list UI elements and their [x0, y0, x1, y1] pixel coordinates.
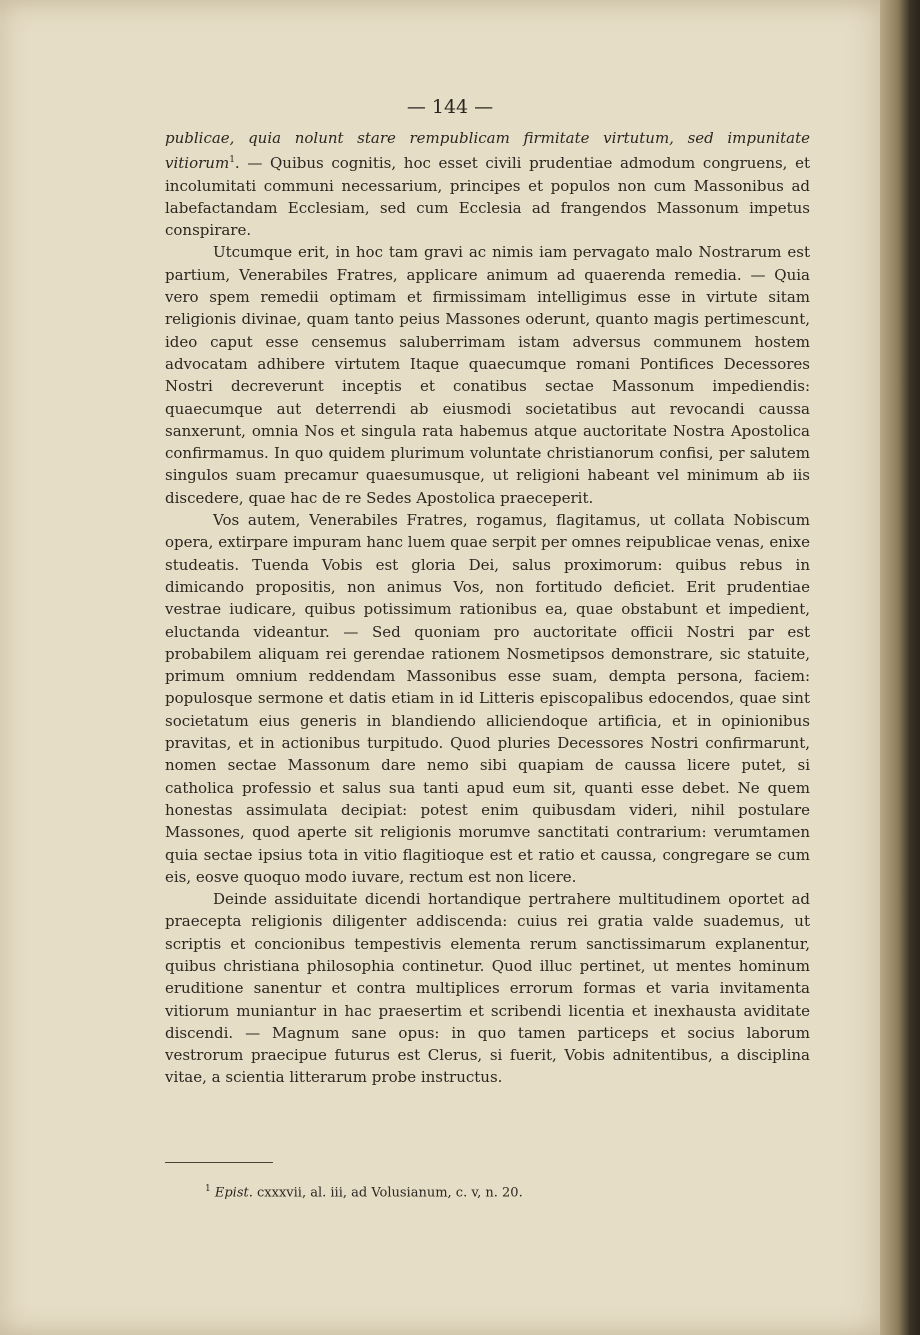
body-text — [165, 127, 810, 1089]
paragraph-3: Vos autem, Venerabiles Fratres, rogamus, flagitamus, ut collata Nobiscum opera, extirpare impuram hanc luem quae serpit per omnes reipublicae venas, enixe studeatis. Tuenda Vobis est gloria Dei, salus proximorum: quibus rebus in dimicando propositis, non animus Vos, non fortitudo deficiet. Erit prudentiae vestrae iudicare, quibus potissimum rationibus ea, quae obstabunt et impedient, eluctanda videantur. — Sed quoniam pro auctoritate officii Nostri par est probabilem aliquam rei gerendae rationem Nosmetipsos demonstrare, sic statuite, primum omnium reddendam Massonibus esse suam, dempta persona, faciem: populosque sermone et datis etiam in id Litteris episcopalibus edocendos, quae sint societatum eius generis in blandiendo alliciendoque artificia, et in opinionibus pravitas, et in actionibus turpitudo. Quod pluries Decessores Nostri confirmarunt, nomen sectae Massonum dare nemo sibi quapiam de caussa licere putet, si catholica professio et salus sua tanti apud eum sit, quanti esse debet. Ne quem honestas assimulata decipiat: potest enim quibusdam videri, nihil postulare Massones, quod aperte sit religionis morumve sanctitati contrarium: verumtamen quia sectae ipsius tota in vitio flagitioque est et ratio et caussa, congregare se cum eis, eosve quoquo modo iuvare, rectum est non licere. — [165, 511, 810, 886]
paragraph-4: Deinde assiduitate dicendi hortandique pertrahere multitudinem oportet ad praecepta religionis diligenter addiscenda: cuius rei gratia valde suademus, ut scriptis et concionibus tempestivis elementa rerum sanctissimarum explanentur, quibus christiana philosophia continetur. Quod illuc pertinet, ut mentes hominum eruditione sanentur et contra multiplices errorum formas et varia invitamenta vitiorum muniantur in hac praesertim et scribendi licentia et inexhausta aviditate discendi. — Magnum sane opus: in quo tamen particeps et socius laborum vestrorum praecipue futurus est Clerus, si fuerit, Vobis adnitentibus, a disciplina vitae, a scientia litterarum probe instructus. — [165, 890, 810, 1087]
paragraph-1 — [165, 127, 810, 241]
footnote — [205, 1184, 805, 1200]
paragraph-1-italic: publicae, quia nolunt stare rempublicam firmitate virtutum, sed impunitate vitiorum — [165, 129, 810, 173]
footnote-divider — [165, 1162, 273, 1163]
footnote-mark: 1 — [205, 1184, 211, 1194]
footnote-source: Epist. — [214, 1185, 253, 1201]
page-number: — 144 — — [406, 96, 494, 118]
footnote-reference: 1 — [229, 155, 235, 166]
footnote-text: cxxxvii, al. iii, ad Volusianum, c. v, n. 20. — [252, 1185, 523, 1201]
paragraph-2: Utcumque erit, in hoc tam gravi ac nimis iam pervagato malo Nostrarum est partium, Venerabiles Fratres, applicare animum ad quaerenda remedia. — Quia vero spem remedii optimam et firmissimam intelligimus esse in virtute sitam religionis divinae, quam tanto peius Massones oderunt, quanto magis pertimescunt, ideo caput esse censemus saluberrimam istam adversus communem hostem advocatam adhibere virtutem Itaque quaecumque romani Pontifices Decessores Nostri decreverunt inceptis et conatibus sectae Massonum impediendis: quaecumque aut deterrendi ab eiusmodi societatibus aut revocandi caussa sanxerunt, omnia Nos et singula rata habemus atque auctoritate Nostra Apostolica confirmamus. In quo quidem plurimum voluntate christianorum confisi, per salutem singulos suam precamur quaesumusque, ut religioni habeant vel minimum ab iis discedere, quae hac de re Sedes Apostolica praeceperit. — [165, 243, 810, 507]
paragraph-1-text: . — Quibus cognitis, hoc esset civili prudentiae admodum congruens, et incolumitati communi necessarium, principes et populos non cum Massonibus ad labefactandam Ecclesiam, sed cum Ecclesia ad frangendos Massonum impetus conspirare. — [165, 154, 810, 240]
book-spine — [880, 0, 920, 1335]
